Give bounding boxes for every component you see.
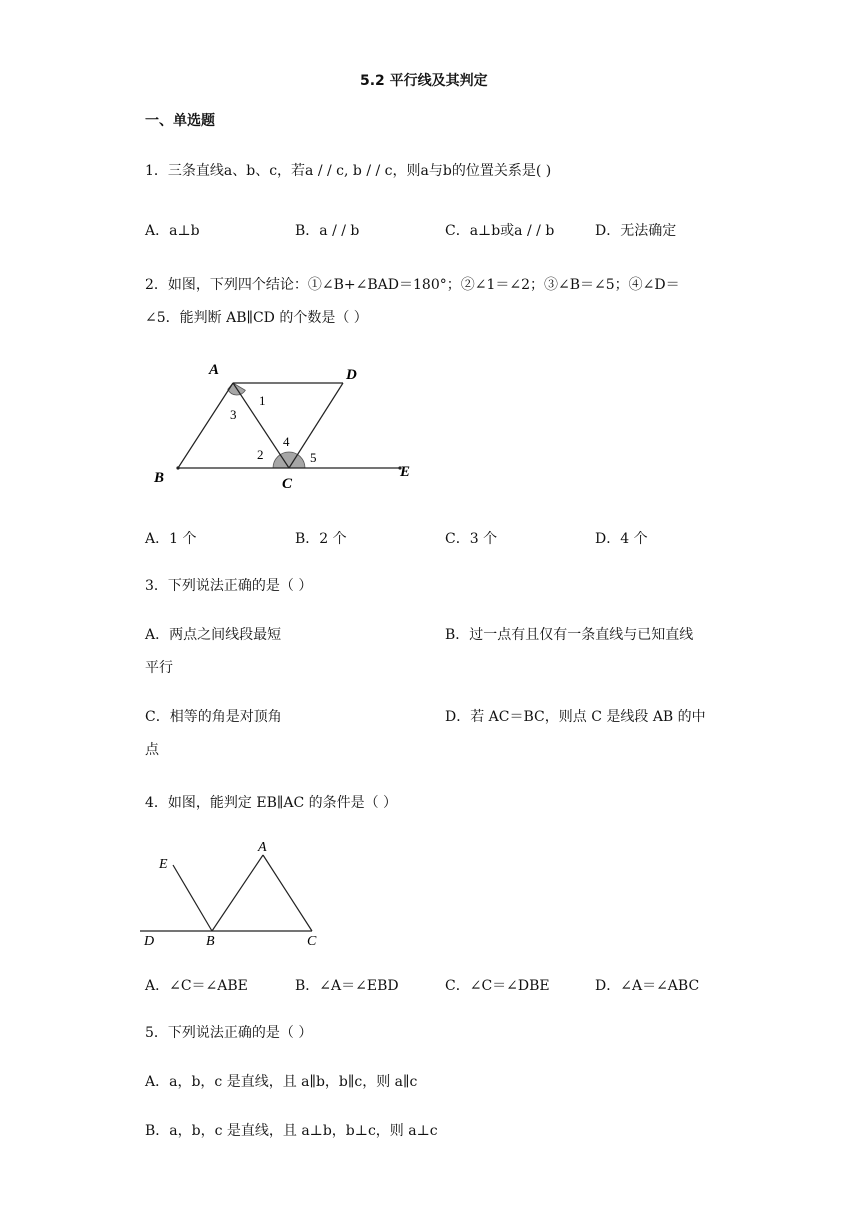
question-5-stem: 5．下列说法正确的是（ ） xyxy=(145,1025,313,1041)
q4-option-c: C．∠C＝∠DBE xyxy=(445,978,550,994)
angle-c-shade xyxy=(273,452,305,468)
q1-option-c: C．a⊥b或a / / b xyxy=(445,223,555,239)
question-1-stem: 1．三条直线a、b、c，若a / / c, b / / c，则a与b的位置关系是( ) xyxy=(145,163,552,179)
parallelogram-figure xyxy=(150,355,420,495)
line-ac xyxy=(263,855,312,931)
q3-option-d-cont: 点 xyxy=(145,742,159,758)
q1-option-a: A．a⊥b xyxy=(145,223,200,239)
line-ba xyxy=(212,855,263,931)
q3-option-d: D．若 AC＝BC，则点 C 是线段 AB 的中 xyxy=(445,709,706,725)
triangle-figure xyxy=(140,835,340,955)
question-2-line2: ∠5．能判断 AB∥CD 的个数是（ ） xyxy=(145,310,368,326)
label-4: 4 xyxy=(283,434,290,449)
label-d: D xyxy=(144,934,155,949)
q4-option-a: A．∠C＝∠ABE xyxy=(145,978,248,994)
label-e: E xyxy=(400,464,411,480)
label-5: 5 xyxy=(310,450,317,465)
q1-option-d: D．无法确定 xyxy=(595,223,677,239)
q5-option-b: B．a，b，c 是直线，且 a⊥b，b⊥c，则 a⊥c xyxy=(145,1123,438,1139)
label-b: B xyxy=(206,934,215,949)
page-title: 5.2 平行线及其判定 xyxy=(360,73,488,89)
q5-option-a: A．a，b，c 是直线，且 a∥b，b∥c，则 a∥c xyxy=(145,1074,418,1090)
q2-option-a: A．1 个 xyxy=(145,531,197,547)
q3-option-b-cont: 平行 xyxy=(145,660,173,676)
q3-option-b: B．过一点有且仅有一条直线与已知直线 xyxy=(445,627,694,643)
label-e: E xyxy=(159,857,168,872)
q2-option-b: B．2 个 xyxy=(295,531,347,547)
label-a: A xyxy=(258,840,267,855)
q4-option-d: D．∠A＝∠ABC xyxy=(595,978,700,994)
label-c: C xyxy=(282,476,293,492)
label-c: C xyxy=(307,934,317,949)
label-2: 2 xyxy=(257,447,264,462)
q4-option-b: B．∠A＝∠EBD xyxy=(295,978,399,994)
line-eb xyxy=(173,865,212,931)
label-b: B xyxy=(154,470,165,486)
q2-option-d: D．4 个 xyxy=(595,531,648,547)
q2-option-c: C．3 个 xyxy=(445,531,498,547)
line-ab xyxy=(178,383,233,468)
section-heading: 一、单选题 xyxy=(145,113,215,129)
q3-option-a: A．两点之间线段最短 xyxy=(145,627,282,643)
q1-option-b: B．a / / b xyxy=(295,223,360,239)
label-1: 1 xyxy=(259,393,266,408)
question-4-stem: 4．如图，能判定 EB∥AC 的条件是（ ） xyxy=(145,795,398,811)
question-2-line1: 2．如图，下列四个结论：①∠B+∠BAD＝180°；②∠1＝∠2；③∠B＝∠5；④∠D＝ xyxy=(145,277,680,293)
label-3: 3 xyxy=(230,407,237,422)
q3-option-c: C．相等的角是对顶角 xyxy=(145,709,282,725)
label-a: A xyxy=(209,362,220,378)
label-d: D xyxy=(346,367,357,383)
question-3-stem: 3．下列说法正确的是（ ） xyxy=(145,578,313,594)
